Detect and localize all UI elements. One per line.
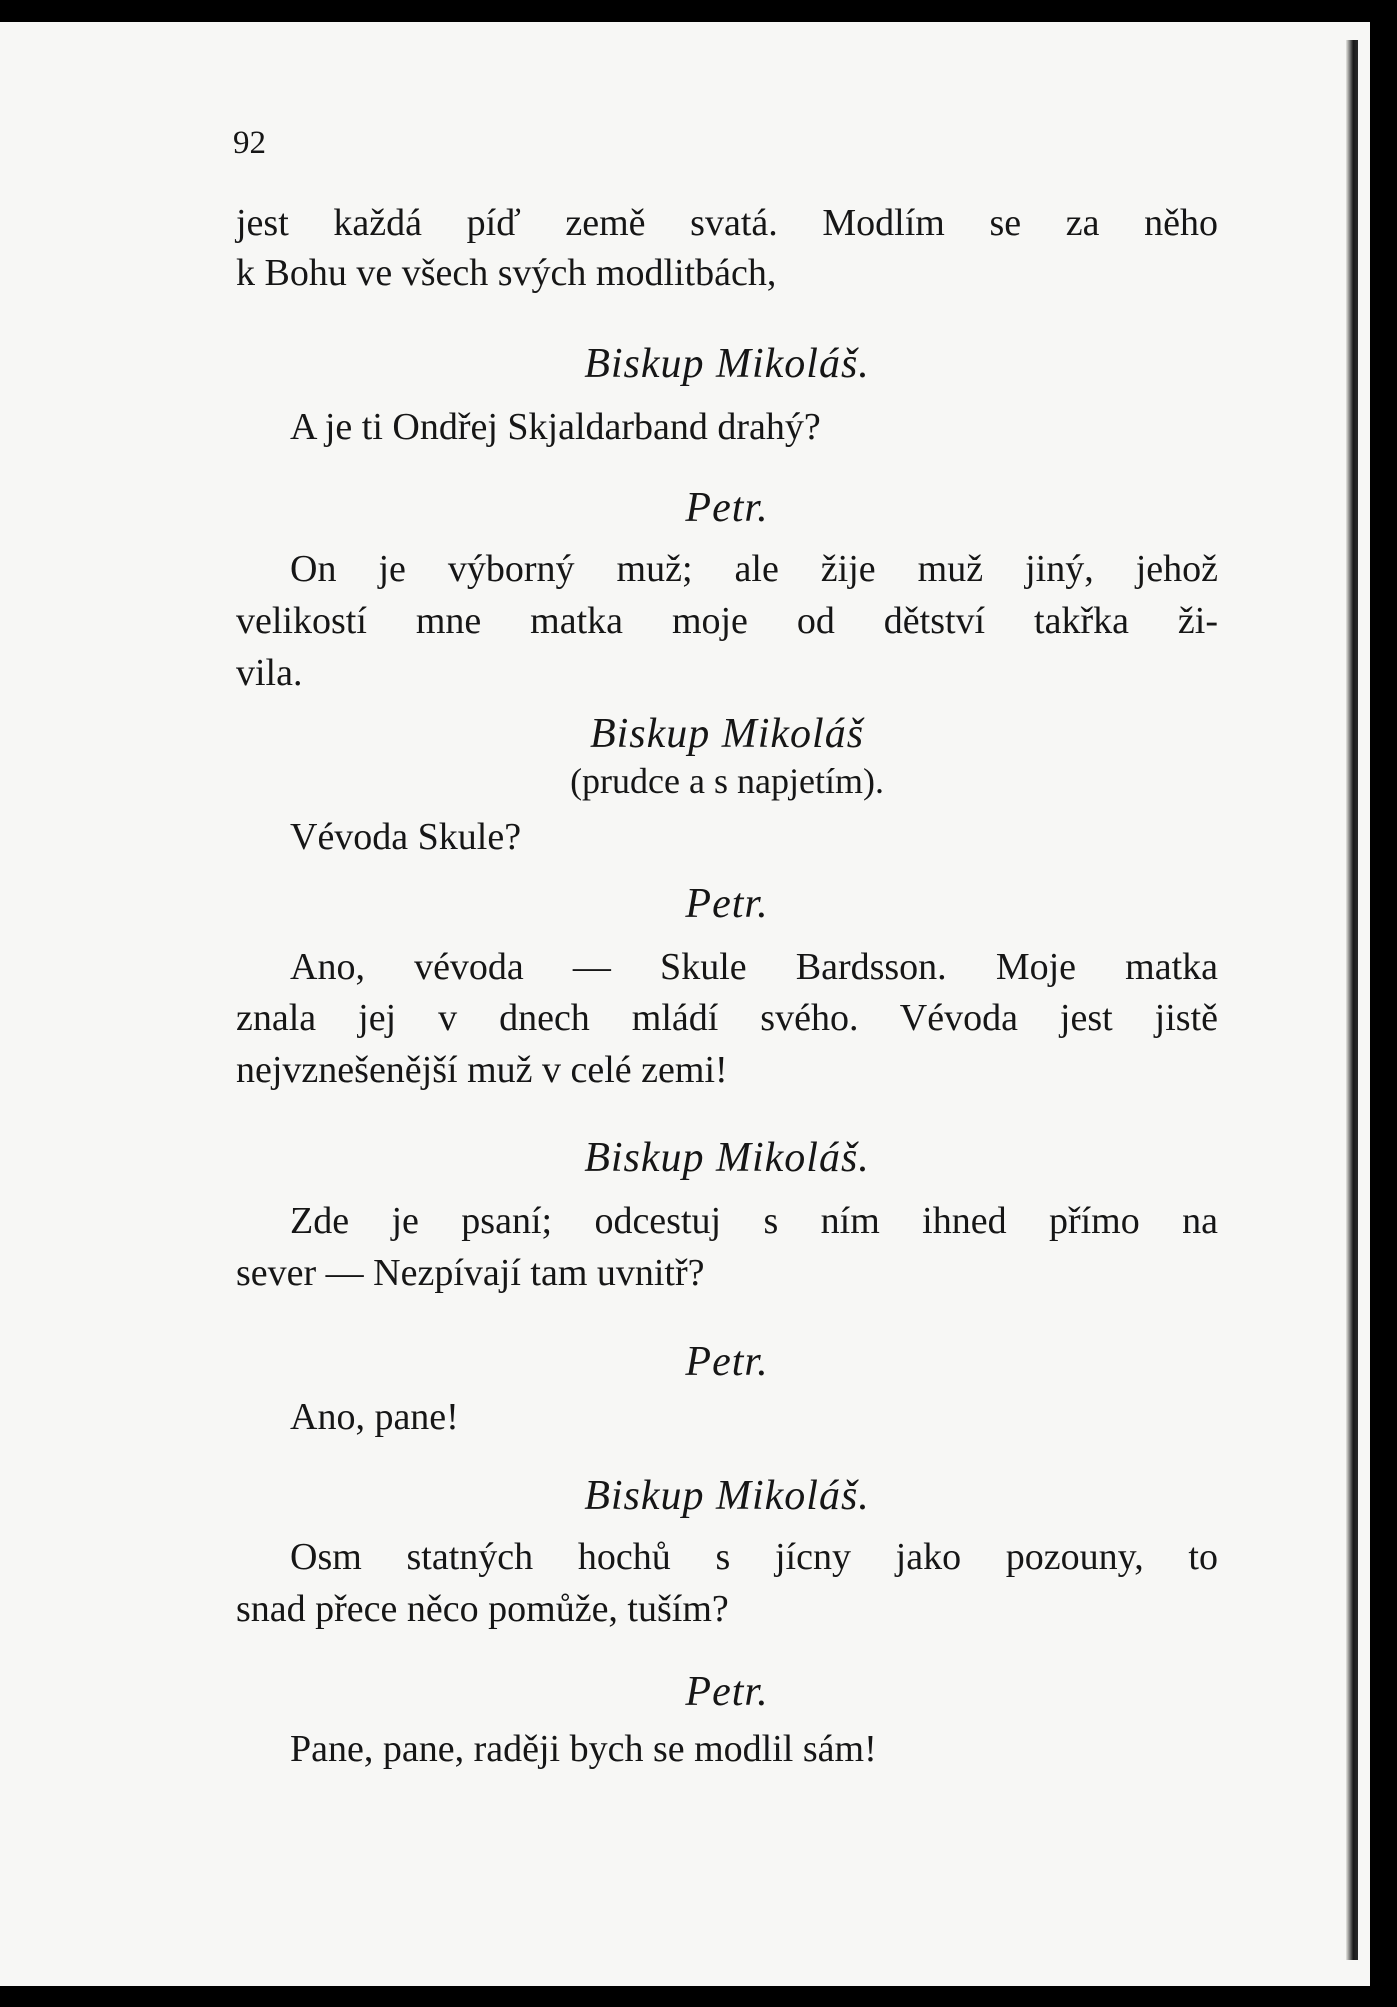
speaker-name: Petr. bbox=[685, 1669, 769, 1715]
page-number: 92 bbox=[233, 125, 266, 161]
text-line: Vévoda Skule? bbox=[290, 816, 522, 858]
speaker-name: Petr. bbox=[685, 1339, 769, 1385]
text-line: vila. bbox=[236, 652, 303, 694]
text-line: Osm statných hochů s jícny jako pozouny, to bbox=[290, 1536, 1218, 1578]
text-line: Zde je psaní; odcestuj s ním ihned přímo na bbox=[290, 1200, 1218, 1242]
speaker-name: Petr. bbox=[685, 881, 769, 927]
text-line: velikostí mne matka moje od dětství takřka ži- bbox=[236, 600, 1218, 642]
text-line: Pane, pane, raději bych se modlil sám! bbox=[290, 1728, 877, 1770]
text-line: snad přece něco pomůže, tuším? bbox=[236, 1588, 729, 1630]
text-line: A je ti Ondřej Skjaldarband drahý? bbox=[290, 406, 821, 448]
text-line: sever — Nezpívají tam uvnitř? bbox=[236, 1252, 705, 1294]
text-line: Ano, vévoda — Skule Bardsson. Moje matka bbox=[290, 946, 1218, 988]
speaker-name: Biskup Mikoláš. bbox=[584, 1473, 870, 1519]
text-line: jest každá píď země svatá. Modlím se za něho bbox=[236, 202, 1218, 244]
speaker-name: Biskup Mikoláš. bbox=[584, 341, 870, 387]
page-edge bbox=[1346, 40, 1358, 1960]
speaker-name: Petr. bbox=[685, 485, 769, 531]
text-line: Ano, pane! bbox=[290, 1396, 459, 1438]
speaker-name: Biskup Mikoláš. bbox=[584, 1135, 870, 1181]
text-line: znala jej v dnech mládí svého. Vévoda jest jistě bbox=[236, 997, 1218, 1039]
text-line: nejvznešenější muž v celé zemi! bbox=[236, 1049, 728, 1091]
text-line: On je výborný muž; ale žije muž jiný, jehož bbox=[290, 548, 1218, 590]
stage-direction: (prudce a s napjetím). bbox=[570, 761, 884, 801]
speaker-name: Biskup Mikoláš bbox=[589, 711, 865, 757]
text-line: k Bohu ve všech svých modlitbách, bbox=[236, 252, 777, 294]
